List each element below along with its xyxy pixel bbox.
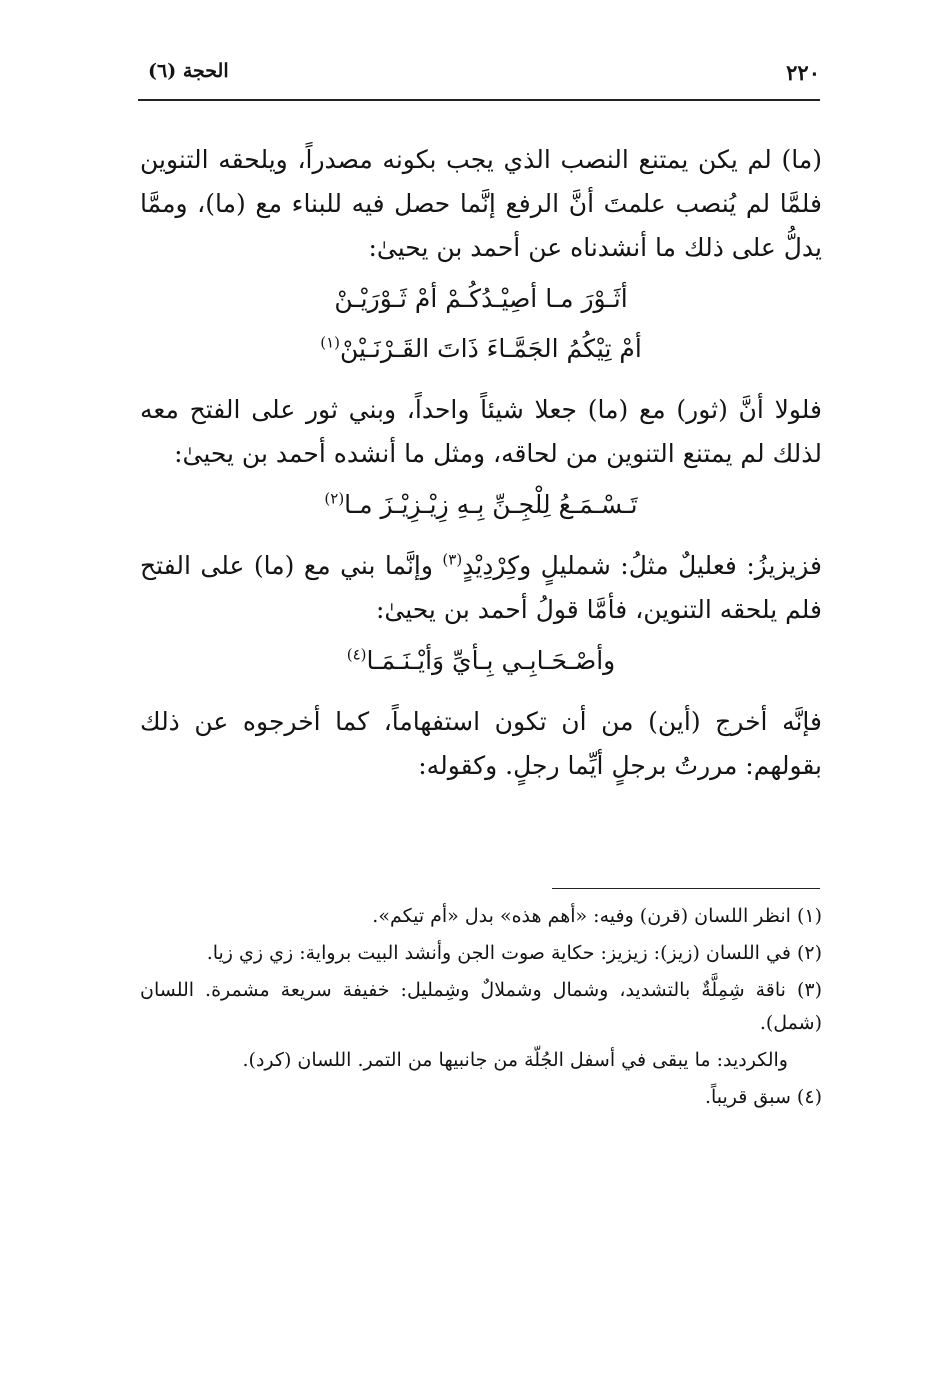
verse-2: [140, 480, 822, 530]
paragraph-3: [140, 544, 822, 632]
paragraph-2: فلولا أنَّ (ثور) مع (ما) جعلا شيئاً واحداً، وبني ثور على الفتح معه لذلك لم يمتنع التنوين من لحاقه، ومثل ما أنشده أحمد بن يحيىٰ:: [140, 395, 822, 468]
footnote-ref-3: (٣): [442, 550, 463, 569]
paragraph-3-end: وإنَّما بني مع (ما) على الفتح فلم يلحقه التنوين، فأمَّا قولُ أحمد بن يحيىٰ:: [140, 551, 822, 624]
verse-1-line-2-text: أمْ تِيْكُمُ الجَمَّـاءَ ذَاتَ القَـرْنَـيْنْ: [339, 334, 642, 363]
verse-2-text: تَـسْـمَـعُ لِلْجِـنِّ بِـهِ زِيْـزِيْـزَ مـا: [344, 490, 638, 519]
verse-block-3: [140, 636, 822, 686]
paragraph-3-start: فزيزيزُ: فعليلٌ مثلُ: شمليلٍ وكِرْدِيْدٍ: [462, 551, 822, 580]
verse-1-line-2: [140, 324, 822, 374]
paragraph-1: (ما) لم يكن يمتنع النصب الذي يجب بكونه مصدراً، ويلحقه التنوين فلمَّا لم يُنصب علمتَ أنَّ الرفع إنَّما حصل فيه للبناء مع (ما)، وممَّا يدلُّ على ذلك ما أنشدناه عن أحمد بن يحيىٰ:: [140, 145, 822, 262]
running-title: الحجة (٦): [148, 60, 229, 82]
footnote-3: (٣) ناقة شِمِلَّةٌ بالتشديد، وشمال وشملالٌ وشِمليل: خفيفة سريعة مشمرة. اللسان (شمل).: [140, 979, 822, 1034]
main-text: [140, 138, 822, 788]
footnote-1: (١) انظر اللسان (قرن) وفيه: «أهم هذه» بدل «أم تيكم».: [372, 905, 822, 927]
footnote-2: (٢) في اللسان (زيز): زيزيز: حكاية صوت الجن وأنشد البيت برواية: زي زي زيا.: [206, 942, 822, 964]
footnote-ref-4: (٤): [346, 645, 367, 664]
footnotes: [140, 900, 822, 1118]
verse-3: [140, 636, 822, 686]
footnote-3-continuation: والكرديد: ما يبقى في أسفل الجُلّة من جانبيها من التمر. اللسان (كرد).: [242, 1049, 788, 1071]
header-rule: [138, 99, 820, 101]
footnote-ref-1: (١): [320, 333, 340, 352]
verse-1-line-1: أثَـوْرَ مـا أصِيْـدُكُـمْ أمْ ثَـوْرَيْـنْ: [334, 284, 628, 313]
page-number: ٢٢٠: [786, 60, 820, 85]
page-header: [138, 50, 820, 96]
footnote-ref-2: (٢): [324, 489, 345, 508]
verse-3-text: وأصْـحَـابِـي بِـأيِّ وَأيْـنَـمَـا: [366, 646, 616, 675]
verse-block-1: [140, 274, 822, 374]
footnote-rule: [552, 888, 820, 889]
verse-block-2: [140, 480, 822, 530]
paragraph-4: فإنَّه أخرج (أين) من أن تكون استفهاماً، كما أخرجوه عن ذلك بقولهم: مررتُ برجلٍ أيِّما رجلٍ. وكقوله:: [140, 707, 822, 780]
footnote-4: (٤) سبق قريباً.: [704, 1086, 822, 1108]
